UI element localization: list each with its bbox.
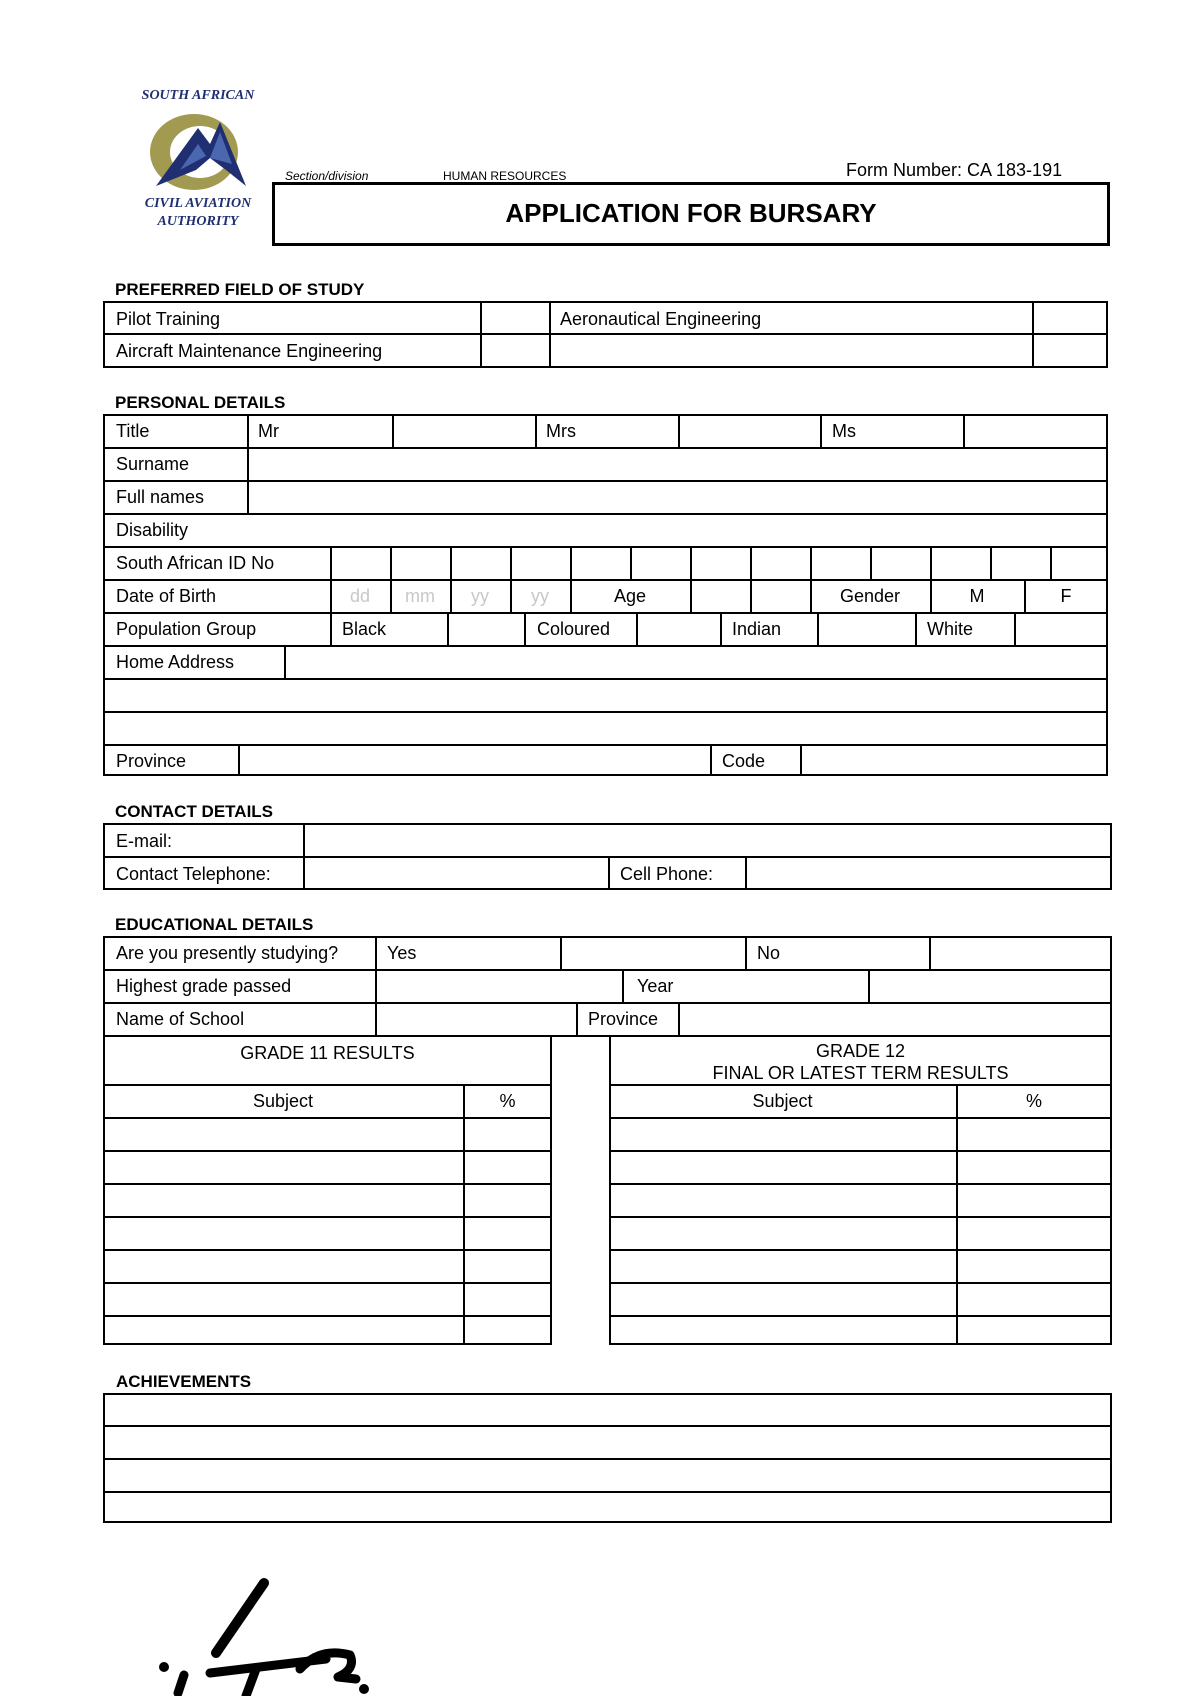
gender-female-option[interactable]: F (1060, 586, 1072, 606)
grade-12-percent-header: % (1025, 1091, 1042, 1111)
id-number-field[interactable] (332, 548, 1106, 578)
grade-11-percent-header: % (499, 1091, 516, 1111)
school-name-label: Name of School (116, 1009, 245, 1029)
date-of-birth-label: Date of Birth (116, 586, 217, 606)
dob-year-hint-1: yy (471, 586, 489, 606)
white-label: White (927, 619, 974, 639)
cell-phone-label: Cell Phone: (620, 864, 714, 884)
presently-studying-label: Are you presently studying? (116, 943, 339, 963)
grade-12-title-line-1: GRADE 12 (815, 1041, 906, 1061)
email-label: E-mail: (116, 831, 173, 851)
surname-label: Surname (116, 454, 190, 474)
date-of-birth-field[interactable] (332, 581, 569, 611)
coloured-label: Coloured (537, 619, 611, 639)
id-number-label: South African ID No (116, 553, 275, 573)
code-label: Code (722, 751, 766, 771)
studying-yes-checkbox[interactable] (562, 938, 744, 968)
home-address-label: Home Address (116, 652, 235, 672)
studying-no-label: No (757, 943, 781, 963)
pilot-training-checkbox[interactable] (482, 303, 548, 332)
aeronautical-engineering-label: Aeronautical Engineering (560, 309, 762, 329)
mr-label: Mr (258, 421, 279, 441)
year-field[interactable] (870, 971, 1110, 1001)
department-label: HUMAN RESOURCES (443, 169, 567, 183)
black-checkbox[interactable] (449, 614, 523, 644)
ms-checkbox[interactable] (965, 416, 1106, 446)
year-label: Year (637, 976, 674, 996)
page-title: APPLICATION FOR BURSARY (505, 198, 877, 228)
indian-checkbox[interactable] (819, 614, 914, 644)
grade-11-results-entries[interactable] (105, 1119, 550, 1343)
age-field[interactable] (692, 581, 809, 611)
disability-field[interactable] (249, 515, 1106, 545)
highest-grade-field[interactable] (377, 971, 621, 1001)
achievements-heading: ACHIEVEMENTS (116, 1372, 252, 1391)
population-group-label: Population Group (116, 619, 257, 639)
form-number: Form Number: CA 183-191 (846, 160, 1063, 180)
disability-label: Disability (116, 520, 189, 540)
dob-month-hint: mm (405, 586, 435, 606)
home-address-field-3[interactable] (105, 713, 1106, 743)
logo-bottom-text-2: AUTHORITY (157, 214, 239, 229)
achievements-field[interactable] (105, 1395, 1110, 1521)
mrs-checkbox[interactable] (680, 416, 819, 446)
gender-male-option[interactable]: M (969, 586, 985, 606)
full-names-field[interactable] (249, 482, 1106, 512)
logo-top-text: SOUTH AFRICAN (141, 88, 255, 103)
coloured-checkbox[interactable] (638, 614, 719, 644)
aircraft-maintenance-label: Aircraft Maintenance Engineering (116, 341, 383, 361)
personal-details-heading: PERSONAL DETAILS (115, 393, 286, 412)
email-field[interactable] (305, 825, 1110, 855)
mr-checkbox[interactable] (394, 416, 534, 446)
full-names-label: Full names (116, 487, 205, 507)
province-label: Province (116, 751, 187, 771)
home-address-field-1[interactable] (286, 647, 1106, 677)
surname-field[interactable] (249, 449, 1106, 479)
field-of-study-heading: PREFERRED FIELD OF STUDY (115, 280, 365, 299)
studying-yes-label: Yes (387, 943, 417, 963)
highest-grade-label: Highest grade passed (116, 976, 292, 996)
school-province-field[interactable] (680, 1004, 1110, 1034)
caa-logo (128, 84, 268, 234)
indian-label: Indian (732, 619, 782, 639)
logo-bottom-text-1: CIVIL AVIATION (144, 196, 252, 211)
grade-11-subject-header: Subject (252, 1091, 314, 1111)
grade-12-title-line-2: FINAL OR LATEST TERM RESULTS (712, 1063, 1009, 1083)
aircraft-maintenance-checkbox[interactable] (482, 335, 548, 366)
dob-year-hint-2: yy (531, 586, 549, 606)
title-label: Title (116, 421, 150, 441)
studying-no-checkbox[interactable] (931, 938, 1110, 968)
grade-11-title: GRADE 11 RESULTS (240, 1043, 415, 1063)
handwritten-signature (150, 1575, 390, 1696)
logo-emblem-icon (146, 108, 250, 194)
aeronautical-engineering-checkbox[interactable] (1034, 303, 1106, 332)
gender-label: Gender (839, 586, 901, 606)
code-field[interactable] (802, 746, 1106, 774)
section-division-label: Section/division (285, 169, 369, 183)
contact-telephone-field[interactable] (305, 858, 607, 888)
cell-phone-field[interactable] (747, 858, 1110, 888)
dob-day-hint: dd (349, 586, 371, 606)
pilot-training-label: Pilot Training (116, 309, 221, 329)
mrs-label: Mrs (546, 421, 576, 441)
grade-12-results-entries[interactable] (611, 1119, 1110, 1343)
educational-details-heading: EDUCATIONAL DETAILS (115, 915, 314, 934)
contact-telephone-label: Contact Telephone: (116, 864, 271, 884)
age-label: Age (613, 586, 647, 606)
school-province-label: Province (588, 1009, 659, 1029)
contact-details-heading: CONTACT DETAILS (115, 802, 274, 821)
school-name-field[interactable] (377, 1004, 575, 1034)
black-label: Black (342, 619, 387, 639)
grade-12-subject-header: Subject (752, 1091, 813, 1111)
white-checkbox[interactable] (1016, 614, 1106, 644)
ms-label: Ms (832, 421, 856, 441)
province-field[interactable] (240, 746, 709, 774)
home-address-field-2[interactable] (105, 680, 1106, 710)
